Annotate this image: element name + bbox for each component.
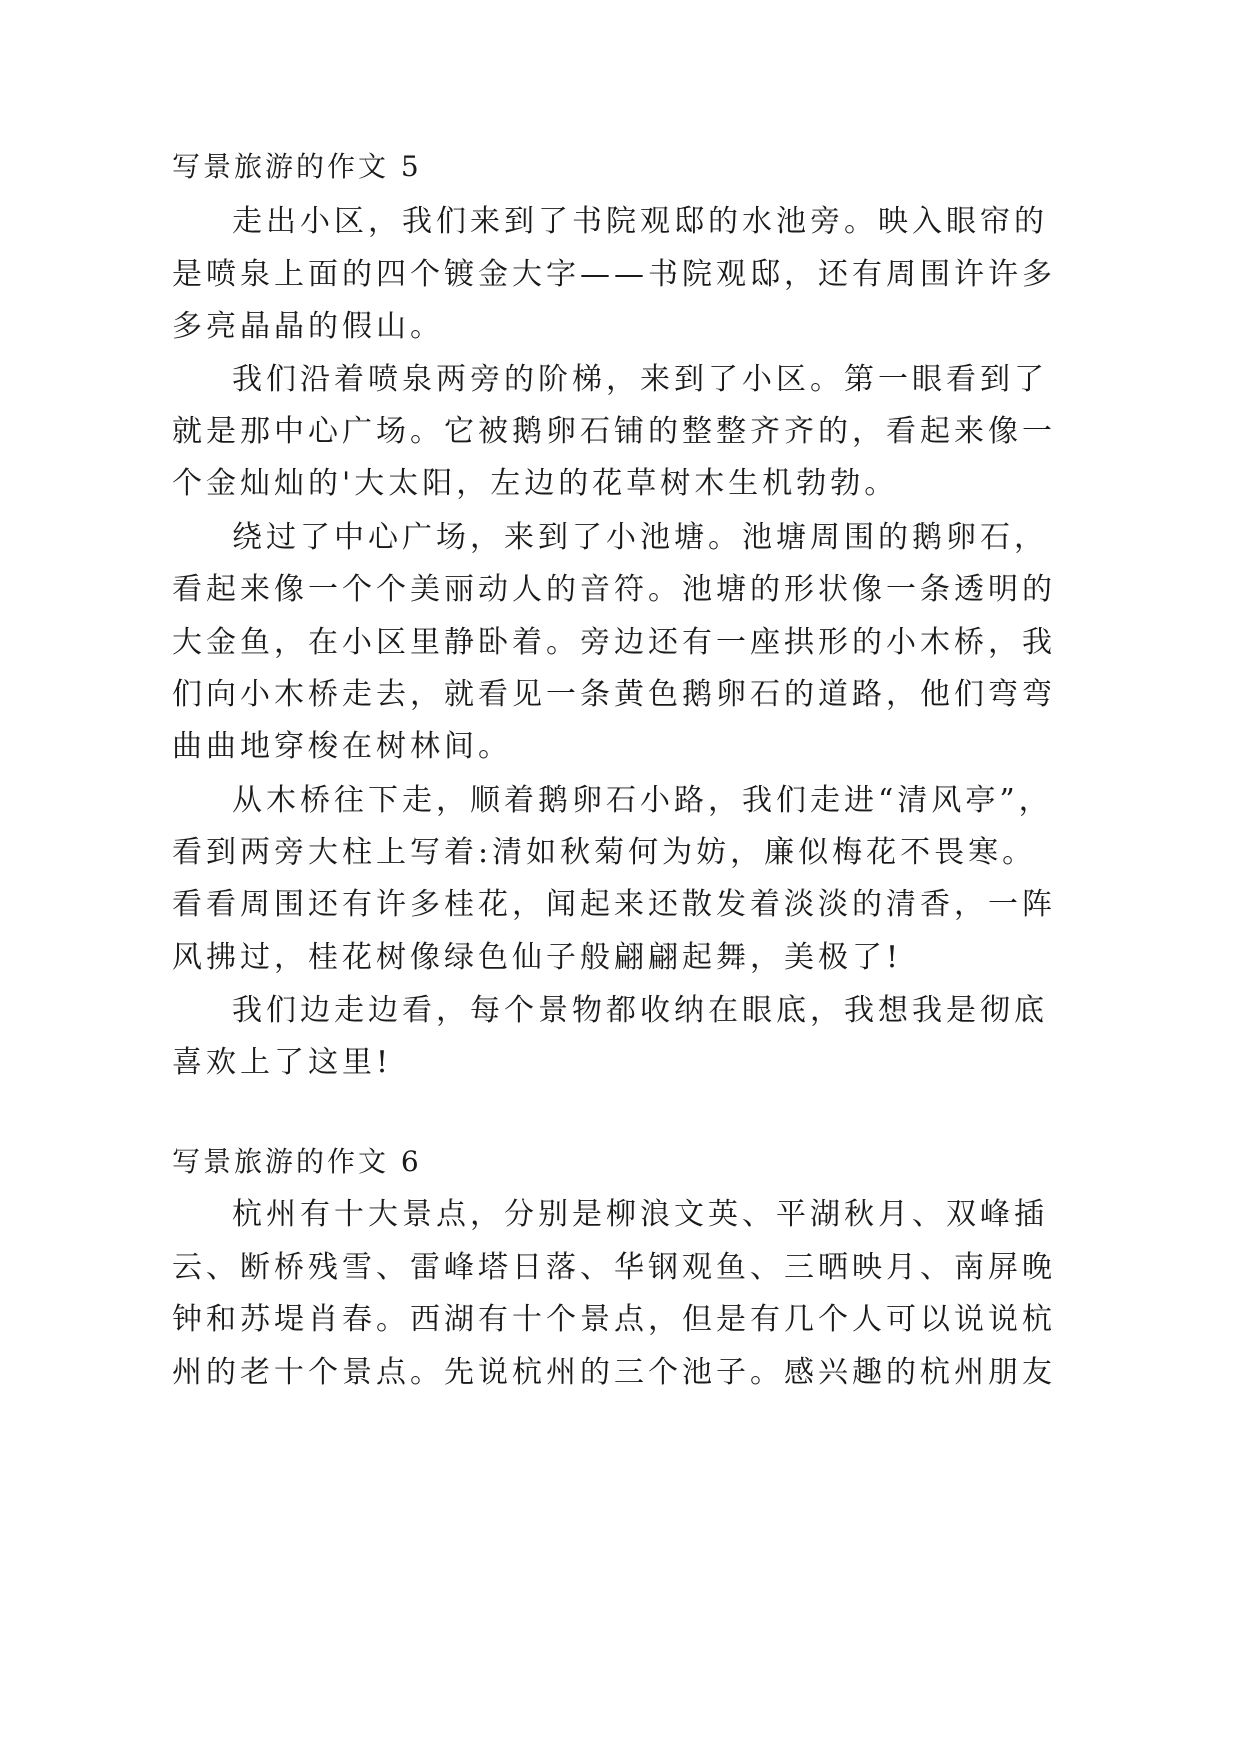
essay-5-line: 走出小区，我们来到了书院观邸的水池旁。映入眼帘的: [232, 204, 1048, 239]
essay-5-line: 从木桥往下走，顺着鹅卵石小路，我们走进“清风亭”，: [232, 783, 1053, 818]
essay-6-line: 云、断桥残雪、雷峰塔日落、华钢观鱼、三晒映月、南屏晚: [172, 1250, 1056, 1285]
essay-5-line: 我们边走边看，每个景物都收纳在眼底，我想我是彻底: [232, 993, 1048, 1028]
essay-5-line: 就是那中心广场。它被鹅卵石铺的整整齐齐的，看起来像一: [172, 414, 1056, 449]
essay-5-title: 写景旅游的作文 5: [172, 150, 422, 183]
essay-5-line: 个金灿灿的'大太阳，左边的花草树木生机勃勃。: [172, 466, 899, 501]
essay-5-line: 大金鱼，在小区里静卧着。旁边还有一座拱形的小木桥，我: [172, 625, 1056, 660]
essay-6-title: 写景旅游的作文 6: [172, 1145, 422, 1178]
essay-5-line: 喜欢上了这里!: [172, 1045, 393, 1080]
essay-5-line: 们向小木桥走去，就看见一条黄色鹅卵石的道路，他们弯弯: [172, 677, 1056, 712]
essay-5-line: 是喷泉上面的四个镀金大字——书院观邸，还有周围许许多: [172, 257, 1056, 292]
essay-5-line: 风拂过，桂花树像绿色仙子般翩翩起舞，美极了!: [172, 940, 903, 975]
essay-5-line: 看看周围还有许多桂花，闻起来还散发着淡淡的清香，一阵: [172, 887, 1056, 922]
essay-6-line: 州的老十个景点。先说杭州的三个池子。感兴趣的杭州朋友: [172, 1355, 1056, 1390]
essay-5-line: 我们沿着喷泉两旁的阶梯，来到了小区。第一眼看到了: [232, 362, 1048, 397]
essay-6-line: 钟和苏堤肖春。西湖有十个景点，但是有几个人可以说说杭: [172, 1302, 1056, 1337]
essay-5-line: 看起来像一个个美丽动人的音符。池塘的形状像一条透明的: [172, 572, 1056, 607]
essay-5-line: 看到两旁大柱上写着:清如秋菊何为妨，廉似梅花不畏寒。: [172, 835, 1037, 870]
essay-6-line: 杭州有十大景点，分别是柳浪文英、平湖秋月、双峰插: [232, 1197, 1048, 1232]
essay-5-line: 绕过了中心广场，来到了小池塘。池塘周围的鹅卵石，: [232, 520, 1048, 555]
essay-5-line: 多亮晶晶的假山。: [172, 309, 444, 344]
essay-5-line: 曲曲地穿梭在树林间。: [172, 729, 512, 764]
